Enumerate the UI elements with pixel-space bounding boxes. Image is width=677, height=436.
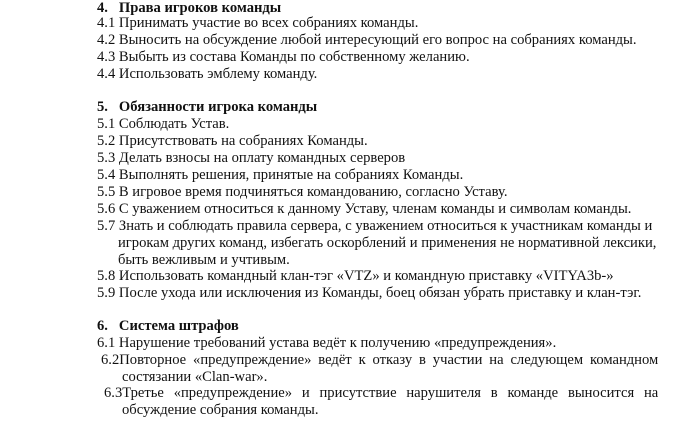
- section-5-number: 5.: [97, 99, 108, 115]
- clause-4-2: 4.2 Выносить на обсуждение любой интересующий его вопрос на собраниях команды.: [97, 32, 637, 48]
- section-6-number: 6.: [97, 318, 108, 334]
- clause-5-9: 5.9 После ухода или исключения из Команды, боец обязан убрать приставку и клан-тэг.: [97, 285, 642, 301]
- section-5-heading: [97, 99, 317, 116]
- clause-6-3: 6.3Третье «предупреждение» и присутствие нарушителя в команде выносится на: [104, 385, 659, 401]
- section-6-heading: [97, 318, 239, 335]
- section-4-title: Права игроков команды: [118, 0, 282, 16]
- clause-5-7-line3: быть вежливым и учтивым.: [118, 252, 290, 268]
- section-4-number: 4.: [97, 0, 108, 16]
- section-6-title: Система штрафов: [118, 318, 239, 334]
- clause-6-1: 6.1 Нарушение требований устава ведёт к получению «предупреждения».: [97, 335, 557, 351]
- clause-5-5: 5.5 В игровое время подчиняться командованию, согласно Уставу.: [97, 184, 508, 200]
- clause-4-3: 4.3 Выбыть из состава Команды по собственному желанию.: [97, 49, 470, 65]
- clause-6-2: 6.2Повторное «предупреждение» ведёт к отказу в участии на следующем командном: [101, 352, 659, 368]
- clause-4-4: 4.4 Использовать эмблему команду.: [97, 66, 318, 82]
- clause-5-2: 5.2 Присутствовать на собраниях Команды.: [97, 133, 368, 149]
- clause-5-4: 5.4 Выполнять решения, принятые на собраниях Команды.: [97, 167, 464, 183]
- clause-5-7-line2: игрокам других команд, избегать оскорблений и применения не нормативной лексики,: [118, 235, 657, 251]
- clause-5-8: 5.8 Использовать командный клан-тэг «VTZ» и командную приставку «VITYA3b-»: [97, 268, 614, 284]
- clause-5-7: 5.7 Знать и соблюдать правила сервера, с уважением относиться к участникам команды и: [97, 218, 653, 234]
- clause-6-3-line2: обсуждение собрания команды.: [122, 402, 319, 418]
- clause-6-2-line2: состязании «Clan-war».: [122, 369, 268, 385]
- clause-4-1: 4.1 Принимать участие во всех собраниях команды.: [97, 15, 419, 31]
- clause-5-6: 5.6 С уважением относиться к данному Уставу, членам команды и символам команды.: [97, 201, 632, 217]
- clause-5-3: 5.3 Делать взносы на оплату командных серверов: [97, 150, 406, 166]
- clause-5-1: 5.1 Соблюдать Устав.: [97, 116, 230, 132]
- section-5-title: Обязанности игрока команды: [118, 99, 318, 115]
